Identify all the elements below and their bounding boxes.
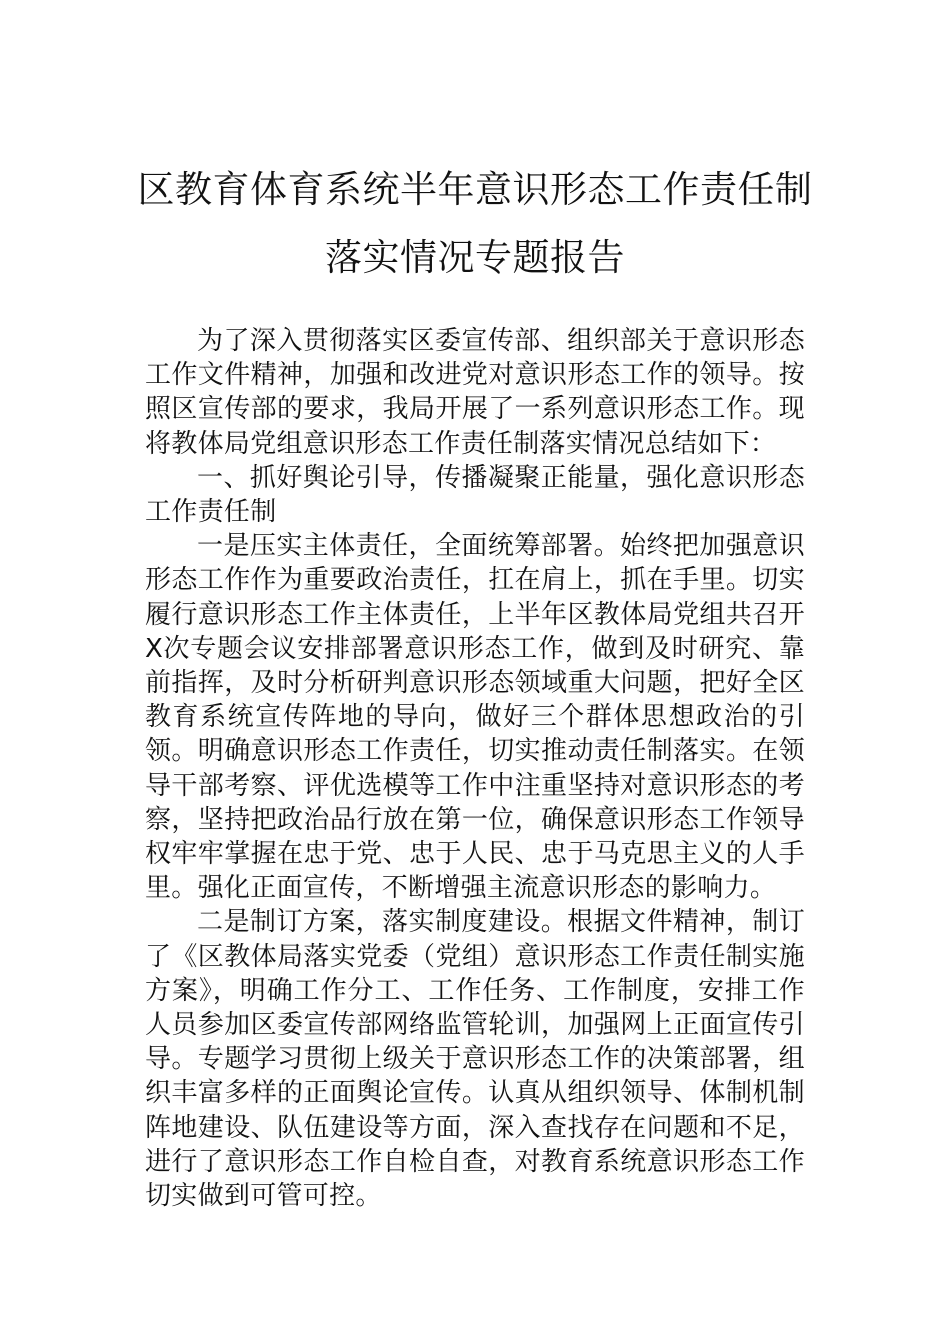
document-body — [145, 324, 805, 1213]
section-heading-1: 一、抓好舆论引导，传播凝聚正能量，强化意识形态工作责任制 — [145, 462, 805, 528]
intro-paragraph: 为了深入贯彻落实区委宣传部、组织部关于意识形态工作文件精神，加强和改进党对意识形态工作的领导。按照区宣传部的要求，我局开展了一系列意识形态工作。现将教体局党组意识形态工作责任制落实情况总结如下： — [145, 326, 805, 459]
body-paragraph-2: 二是制订方案，落实制度建设。根据文件精神，制订了《区教体局落实党委（党组）意识形态工作责任制实施方案》，明确工作分工、工作任务、工作制度，安排工作人员参加区委宣传部网络监管轮训，加强网上正面宣传引导。专题学习贯彻上级关于意识形态工作的决策部署，组织丰富多样的正面舆论宣传。认真从组织领导、体制机制阵地建设、队伍建设等方面，深入查找存在问题和不足，进行了意识形态工作自检自查，对教育系统意识形态工作切实做到可管可控。 — [145, 907, 805, 1212]
document-title-line-1: 区教育体育系统半年意识形态工作责任制 — [137, 168, 813, 211]
body-paragraph-1: 一是压实主体责任，全面统筹部署。始终把加强意识形态工作作为重要政治责任，扛在肩上，抓在手里。切实履行意识形态工作主体责任，上半年区教体局党组共召开X次专题会议安排部署意识形态工作，做到及时研究、靠前指挥，及时分析研判意识形态领域重大问题，把好全区教育系统宣传阵地的导向，做好三个群体思想政治的引领。明确意识形态工作责任，切实推动责任制落实。在领导干部考察、评优选模等工作中注重坚持对意识形态的考察，坚持把政治品行放在第一位，确保意识形态工作领导权牢牢掌握在忠于党、忠于人民、忠于马克思主义的人手里。强化正面宣传，不断增强主流意识形态的影响力。 — [145, 531, 805, 904]
document-title-line-2: 落实情况专题报告 — [325, 236, 625, 279]
